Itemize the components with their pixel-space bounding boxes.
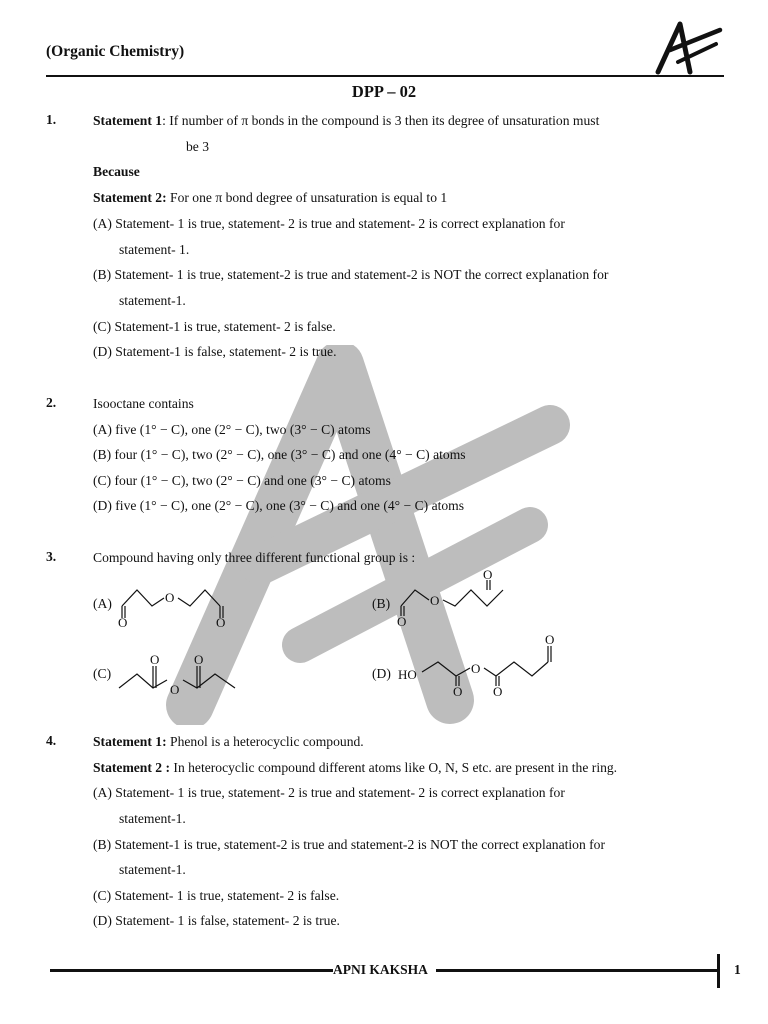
option-d: (D) five (1° − C), one (2° − C), one (3° − C) and one (4° − C) atoms — [93, 498, 465, 513]
option-a-continuation: statement-1. — [119, 811, 186, 826]
because-label: Because — [93, 164, 140, 179]
option-b-continuation: statement-1. — [119, 862, 186, 877]
structure-a — [112, 578, 232, 630]
oxygen-atom: O — [483, 568, 493, 582]
statement-label: Statement 1: — [93, 734, 167, 749]
option-a: (A) five (1° − C), one (2° − C), two (3° − C) atoms — [93, 422, 371, 437]
statement-text: For one π bond degree of unsaturation is equal to 1 — [166, 190, 448, 205]
oxygen-atom: O — [216, 615, 226, 630]
oxygen-atom: O — [118, 615, 128, 630]
question-stem: Isooctane contains — [93, 396, 194, 411]
oxygen-atom: O — [194, 652, 204, 667]
option-c: (C) Statement-1 is true, statement- 2 is false. — [93, 319, 336, 334]
statement-label: Statement 2 : — [93, 760, 171, 775]
option-b-label: (B) — [372, 596, 391, 611]
oxygen-atom: O — [150, 652, 160, 667]
brand-logo — [650, 20, 725, 76]
structure-b — [393, 568, 523, 630]
oxygen-atom: O — [430, 593, 440, 608]
option-c: (C) Statement- 1 is true, statement- 2 is false. — [93, 888, 340, 903]
statement-2-line — [93, 759, 617, 777]
option-a: (A) Statement- 1 is true, statement- 2 is true and statement- 2 is correct explanation for — [93, 785, 565, 800]
footer-rule-right — [436, 969, 718, 972]
question-number: 3. — [46, 549, 57, 564]
structure-d — [398, 632, 563, 700]
oxygen-atom: O — [453, 684, 463, 699]
oxygen-atom: O — [170, 682, 180, 697]
statement-label: Statement 1 — [93, 113, 163, 128]
statement-2-line — [93, 189, 447, 207]
option-c-label: (C) — [93, 666, 112, 681]
oxygen-atom: O — [545, 632, 555, 647]
question-number: 1. — [46, 112, 57, 127]
statement-label: Statement 2: — [93, 190, 167, 205]
statement-text: Phenol is a heterocyclic compound. — [166, 734, 364, 749]
statement-1-line — [93, 733, 364, 751]
subject-label: (Organic Chemistry) — [46, 43, 185, 60]
page-title: DPP – 02 — [351, 82, 417, 101]
footer-rule-left — [50, 969, 333, 972]
statement-1-line — [93, 112, 599, 130]
footer-divider — [717, 954, 720, 988]
option-b: (B) Statement- 1 is true, statement-2 is true and statement-2 is NOT the correct explanation for — [93, 267, 609, 282]
question-number: 2. — [46, 395, 57, 410]
oxygen-atom: O — [397, 614, 407, 629]
oxygen-atom: O — [165, 590, 175, 605]
structure-c — [115, 652, 245, 702]
header-rule — [46, 75, 724, 77]
question-stem: Compound having only three different functional group is : — [93, 550, 416, 565]
option-b-continuation: statement-1. — [119, 293, 186, 308]
option-d: (D) Statement- 1 is false, statement- 2 is true. — [93, 913, 340, 928]
page-number: 1 — [734, 962, 741, 977]
statement-1-continuation — [186, 138, 209, 156]
statement-text: : If number of π bonds in the compound is 3 then its degree of unsaturation must — [162, 113, 600, 128]
option-a-continuation: statement- 1. — [119, 242, 190, 257]
option-a-label: (A) — [93, 596, 112, 611]
option-a: (A) Statement- 1 is true, statement- 2 is true and statement- 2 is correct explanation for — [93, 216, 565, 231]
statement-text: In heterocyclic compound different atoms like O, N, S etc. are present in the ring. — [170, 760, 618, 775]
oxygen-atom: O — [471, 661, 481, 676]
option-d-label: (D) — [372, 666, 391, 681]
option-d: (D) Statement-1 is false, statement- 2 is true. — [93, 344, 337, 359]
statement-text: be 3 — [186, 139, 210, 154]
option-b: (B) four (1° − C), two (2° − C), one (3° − C) and one (4° − C) atoms — [93, 447, 466, 462]
oxygen-atom: O — [493, 684, 503, 699]
hydroxyl-group: HO — [398, 667, 417, 682]
option-b: (B) Statement-1 is true, statement-2 is true and statement-2 is NOT the correct explanation for — [93, 837, 606, 852]
footer-brand: APNI KAKSHA — [333, 962, 428, 977]
option-c: (C) four (1° − C), two (2° − C) and one (3° − C) atoms — [93, 473, 391, 488]
question-number: 4. — [46, 733, 57, 748]
